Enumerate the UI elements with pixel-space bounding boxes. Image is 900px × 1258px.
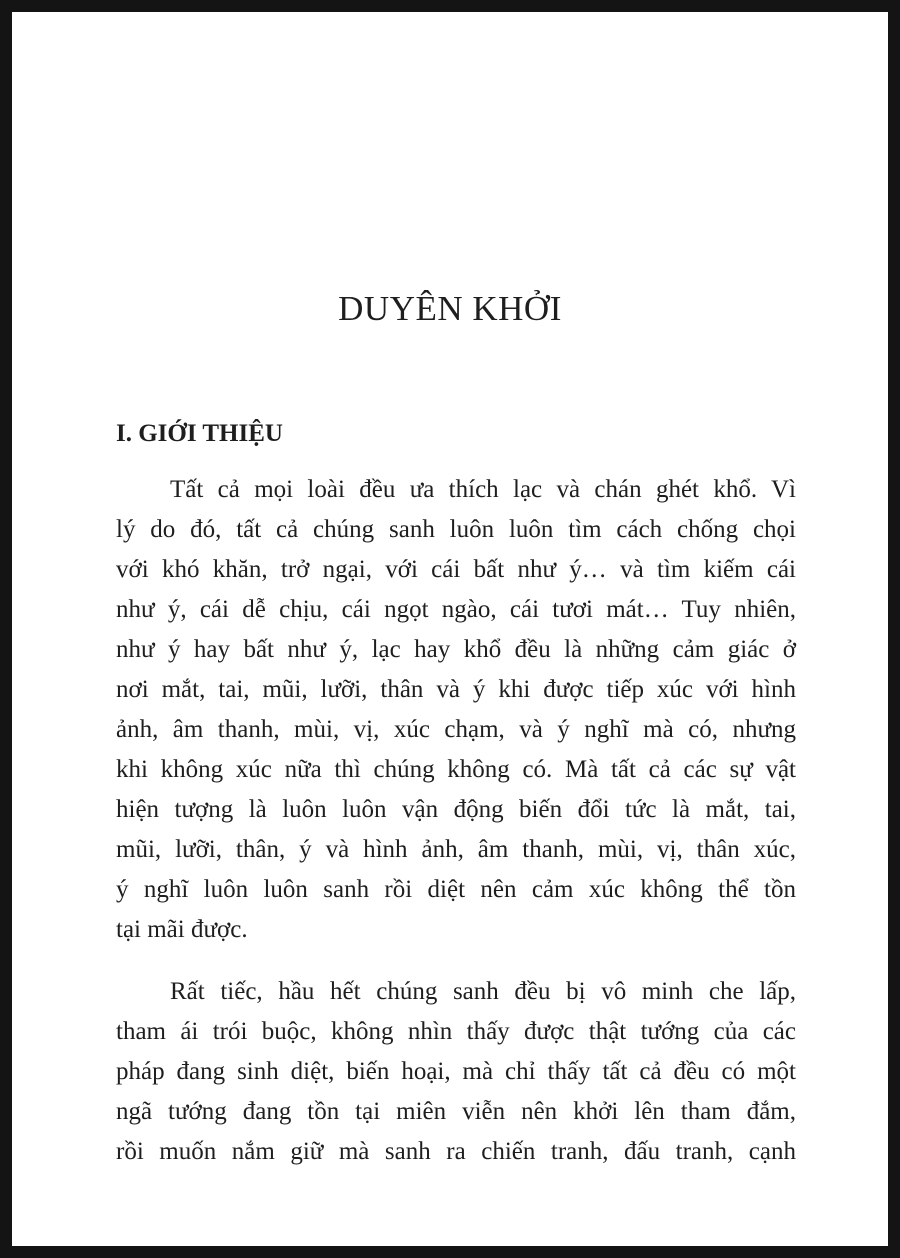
text-line: khi không xúc nữa thì chúng không có. Mà tất cả các sự vật [116, 756, 796, 783]
text-line: rồi muốn nắm giữ mà sanh ra chiến tranh, đấu tranh, cạnh [116, 1138, 796, 1165]
text-line: ngã tướng đang tồn tại miên viễn nên khởi lên tham đắm, [116, 1098, 796, 1125]
text-line: Rất tiếc, hầu hết chúng sanh đều bị vô minh che lấp, [170, 978, 796, 1005]
paragraph-2 [116, 972, 796, 1172]
text-line: như ý, cái dễ chịu, cái ngọt ngào, cái tươi mát… Tuy nhiên, [116, 596, 796, 623]
text-line: ảnh, âm thanh, mùi, vị, xúc chạm, và ý nghĩ mà có, nhưng [116, 716, 796, 743]
text-line: mũi, lưỡi, thân, ý và hình ảnh, âm thanh, mùi, vị, thân xúc, [116, 836, 796, 863]
chapter-title: DUYÊN KHỞI [338, 289, 562, 328]
text-line: như ý hay bất như ý, lạc hay khổ đều là những cảm giác ở [116, 636, 796, 663]
text-line: với khó khăn, trở ngại, với cái bất như ý… và tìm kiếm cái [116, 556, 796, 583]
paragraph-1 [116, 470, 796, 950]
text-line: nơi mắt, tai, mũi, lưỡi, thân và ý khi được tiếp xúc với hình [116, 676, 796, 703]
text-line: pháp đang sinh diệt, biến hoại, mà chỉ thấy tất cả đều có một [116, 1058, 796, 1085]
text-line: Tất cả mọi loài đều ưa thích lạc và chán ghét khổ. Vì [170, 476, 796, 503]
section-heading: I. GIỚI THIỆU [116, 420, 283, 447]
book-page [12, 12, 888, 1246]
text-line: ý nghĩ luôn luôn sanh rồi diệt nên cảm xúc không thể tồn [116, 876, 796, 903]
page-content [116, 414, 796, 1172]
text-line: tại mãi được. [116, 916, 248, 943]
text-line: hiện tượng là luôn luôn vận động biến đổi tức là mắt, tai, [116, 796, 796, 823]
text-line: tham ái trói buộc, không nhìn thấy được thật tướng của các [116, 1018, 796, 1045]
text-line: lý do đó, tất cả chúng sanh luôn luôn tìm cách chống chọi [116, 516, 796, 543]
